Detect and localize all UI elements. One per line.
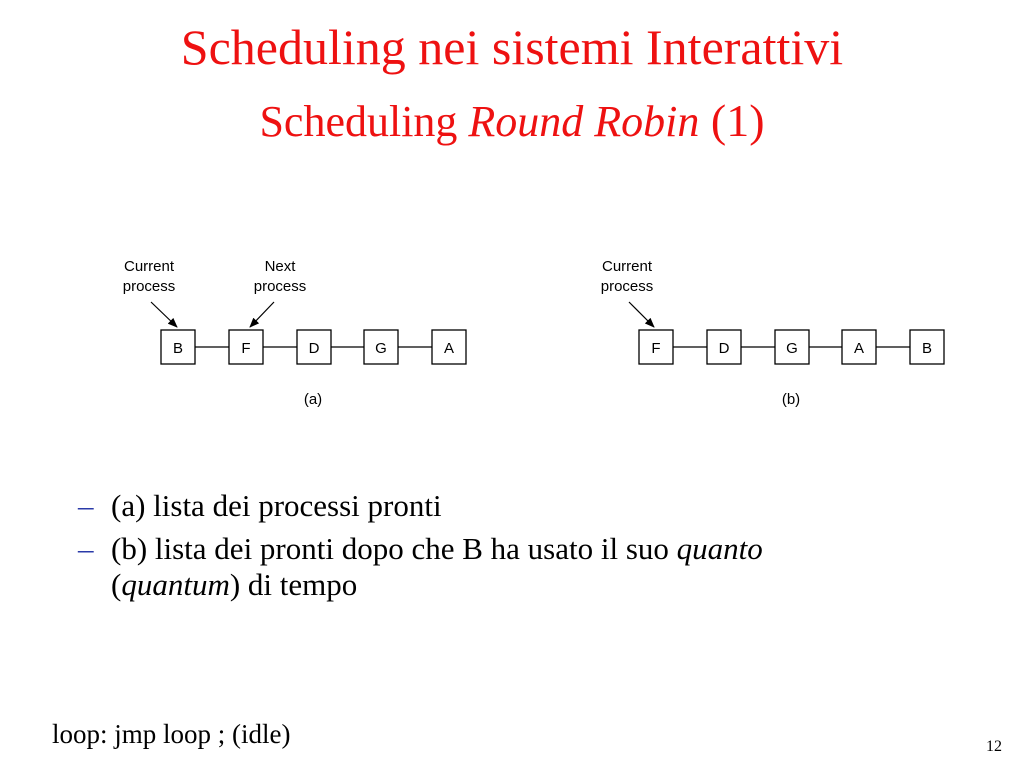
process-box-label: A (853, 340, 865, 357)
process-box-label: F (651, 340, 661, 357)
panel-caption-a: (a) (303, 391, 323, 408)
page-number: 12 (986, 738, 1002, 755)
next-process-arrow (250, 302, 274, 327)
process-box-label: B (921, 340, 933, 357)
bullet-item (78, 531, 978, 603)
current-process-label-b-line2: process (600, 278, 654, 295)
next-process-label-line1: Next (264, 258, 296, 275)
subtitle-prefix: Scheduling (259, 97, 469, 146)
next-process-label-line2: process (253, 278, 307, 295)
diagram-panel-b (601, 258, 944, 408)
bullet-italic-quantum: quantum (121, 567, 230, 602)
bullet-text: (a) lista dei processi pronti (111, 488, 442, 523)
process-box-label: A (443, 340, 455, 357)
process-box-label: D (718, 340, 730, 357)
diagram-panel-a (123, 258, 466, 408)
current-process-arrow-b (629, 302, 654, 327)
process-box-label: G (786, 340, 798, 357)
bullet-list (78, 488, 978, 610)
footer-code-note: loop: jmp loop ; (idle) (52, 719, 291, 749)
process-box-label: D (308, 340, 320, 357)
bullet-text: (b) lista dei pronti dopo che B ha usato il suo (111, 531, 677, 566)
bullet-text-tail: ) di tempo (229, 567, 358, 602)
current-process-label-a-line1: Current (123, 258, 175, 275)
bullet-item (78, 488, 978, 524)
panel-caption-b: (b) (781, 391, 801, 408)
process-box-label: F (241, 340, 251, 357)
current-process-label-b-line1: Current (601, 258, 653, 275)
process-box-label: B (172, 340, 184, 357)
bullet-dash: – (78, 531, 94, 566)
subtitle-suffix: (1) (699, 95, 765, 146)
bullet-italic-quanto: quanto (676, 531, 763, 566)
bullet-text-open-paren: ( (111, 567, 122, 602)
process-box-label: G (375, 340, 387, 357)
current-process-label-a-line2: process (122, 278, 176, 295)
bullet-dash: – (78, 488, 94, 523)
current-process-arrow-a (151, 302, 177, 327)
subtitle-italic: Round Robin (468, 97, 700, 146)
slide-title: Scheduling nei sistemi Interattivi (180, 19, 844, 75)
